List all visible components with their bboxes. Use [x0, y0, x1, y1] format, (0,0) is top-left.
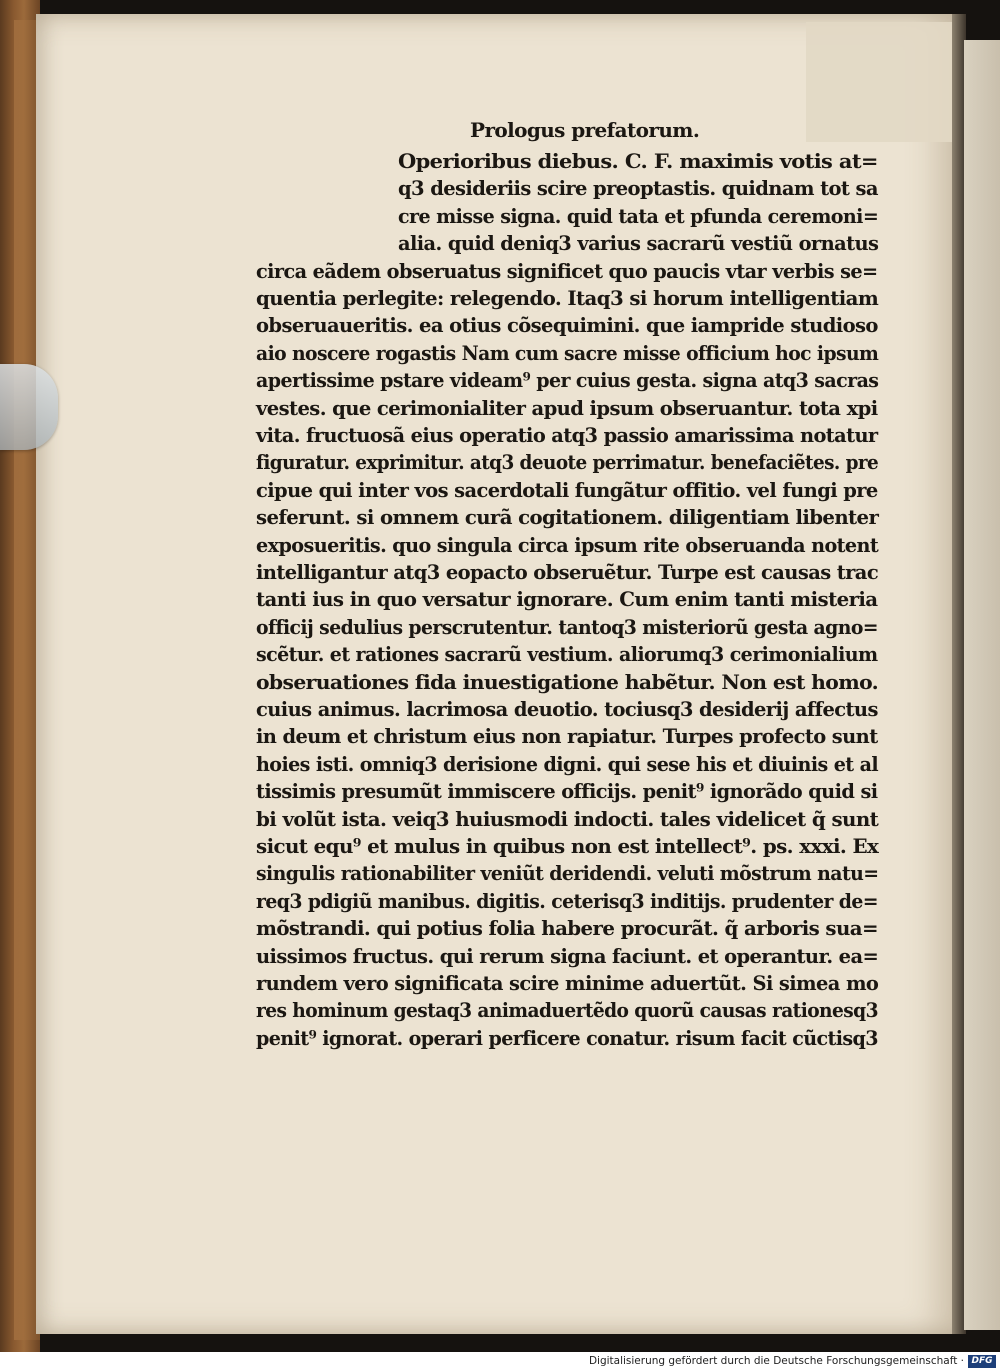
- text-line: cre misse signa. quid tata et pfunda ceremoni=: [398, 204, 879, 228]
- page-heading: Prologus prefatorum.: [470, 118, 700, 142]
- text-line: aio noscere rogastis Nam cum sacre misse officium hoc ipsum: [256, 341, 879, 365]
- text-line: sicut equ⁹ et mulus in quibus non est intellect⁹. ps. xxxi. Ex: [256, 835, 879, 858]
- text-line: penit⁹ ignorat. operari perficere conatur. risum facit cũctisq3: [256, 1026, 878, 1050]
- text-line: uissimos fructus. qui rerum signa faciunt. et operantur. ea=: [256, 944, 879, 968]
- text-line: vita. fructuosã eius operatio atq3 passio amarissima notatur: [256, 424, 878, 447]
- text-line: cipue qui inter vos sacerdotali fungãtur offitio. vel fungi pre: [256, 478, 878, 502]
- next-page-edge: [964, 40, 1000, 1330]
- text-line: tanti ius in quo versatur ignorare. Cum enim tanti misteria: [256, 588, 878, 612]
- text-line: q3 desideriis scire preoptastis. quidnam tot sa: [398, 177, 878, 201]
- text-line: Operioribus diebus. C. F. maximis votis at=: [398, 150, 878, 173]
- text-line: circa eãdem obseruatus significet quo paucis vtar verbis se=: [256, 259, 878, 283]
- text-line: cuius animus. lacrimosa deuotio. tociusq3 desiderij affectus: [256, 698, 878, 721]
- text-line: hoies isti. omniq3 derisione digni. qui sese his et diuinis et al: [256, 752, 879, 776]
- text-line: officij sedulius perscrutentur. tantoq3 misteriorũ gesta agno=: [256, 615, 878, 639]
- page-clip: [0, 364, 58, 450]
- text-line: alia. quid deniq3 varius sacrarũ vestiũ ornatus: [398, 232, 879, 256]
- text-line: apertissime pstare videam⁹ per cuius gesta. signa atq3 sacras: [256, 369, 879, 393]
- text-line: in deum et christum eius non rapiatur. Turpes profecto sunt: [256, 725, 878, 749]
- text-line: bi volũt ista. veiq3 huiusmodi indocti. tales videlicet q̃ sunt: [256, 807, 879, 831]
- text-line: figuratur. exprimitur. atq3 deuote perrimatur. benefaciẽtes. pre: [256, 451, 879, 475]
- footer-credit: Digitalisierung gefördert durch die Deutsche Forschungsgemeinschaft ·: [588, 1355, 964, 1367]
- text-line: rundem vero significata scire minime aduertũt. Si simea mo: [256, 972, 879, 995]
- footer-bar: [0, 1352, 1000, 1372]
- text-line: obseruaueritis. ea otius cõsequimini. que iampride studioso: [256, 314, 878, 338]
- dfg-logo-icon: DFG: [968, 1355, 996, 1368]
- text-line: exposueritis. quo singula circa ipsum rite obseruanda notent: [256, 533, 879, 557]
- text-line: quentia perlegite: relegendo. Itaq3 si horum intelligentiam: [256, 287, 879, 310]
- text-line: seferunt. si omnem curã cogitationem. diligentiam libenter: [256, 506, 879, 530]
- text-line: vestes. que cerimonialiter apud ipsum obseruantur. tota xpi: [256, 396, 878, 420]
- text-line: scẽtur. et rationes sacrarũ vestium. aliorumq3 cerimonialium: [256, 643, 878, 667]
- text-line: intelligantur atq3 eopacto obseruẽtur. Turpe est causas trac: [256, 561, 879, 584]
- page-stain: [806, 22, 956, 142]
- text-line: res hominum gestaq3 animaduertẽdo quorũ causas rationesq3: [256, 999, 878, 1023]
- text-line: singulis rationabiliter veniũt deridendi. veluti mõstrum natu=: [256, 862, 879, 886]
- text-line: obseruationes fida inuestigatione habẽtur. Non est homo.: [256, 670, 879, 694]
- text-line: req3 pdigiũ manibus. digitis. ceterisq3 inditijs. prudenter de=: [256, 889, 878, 913]
- text-line: mõstrandi. qui potius folia habere procurãt. q̃ arboris sua=: [256, 917, 878, 941]
- text-line: tissimis presumũt immiscere officijs. penit⁹ ignorãdo quid si: [256, 780, 878, 804]
